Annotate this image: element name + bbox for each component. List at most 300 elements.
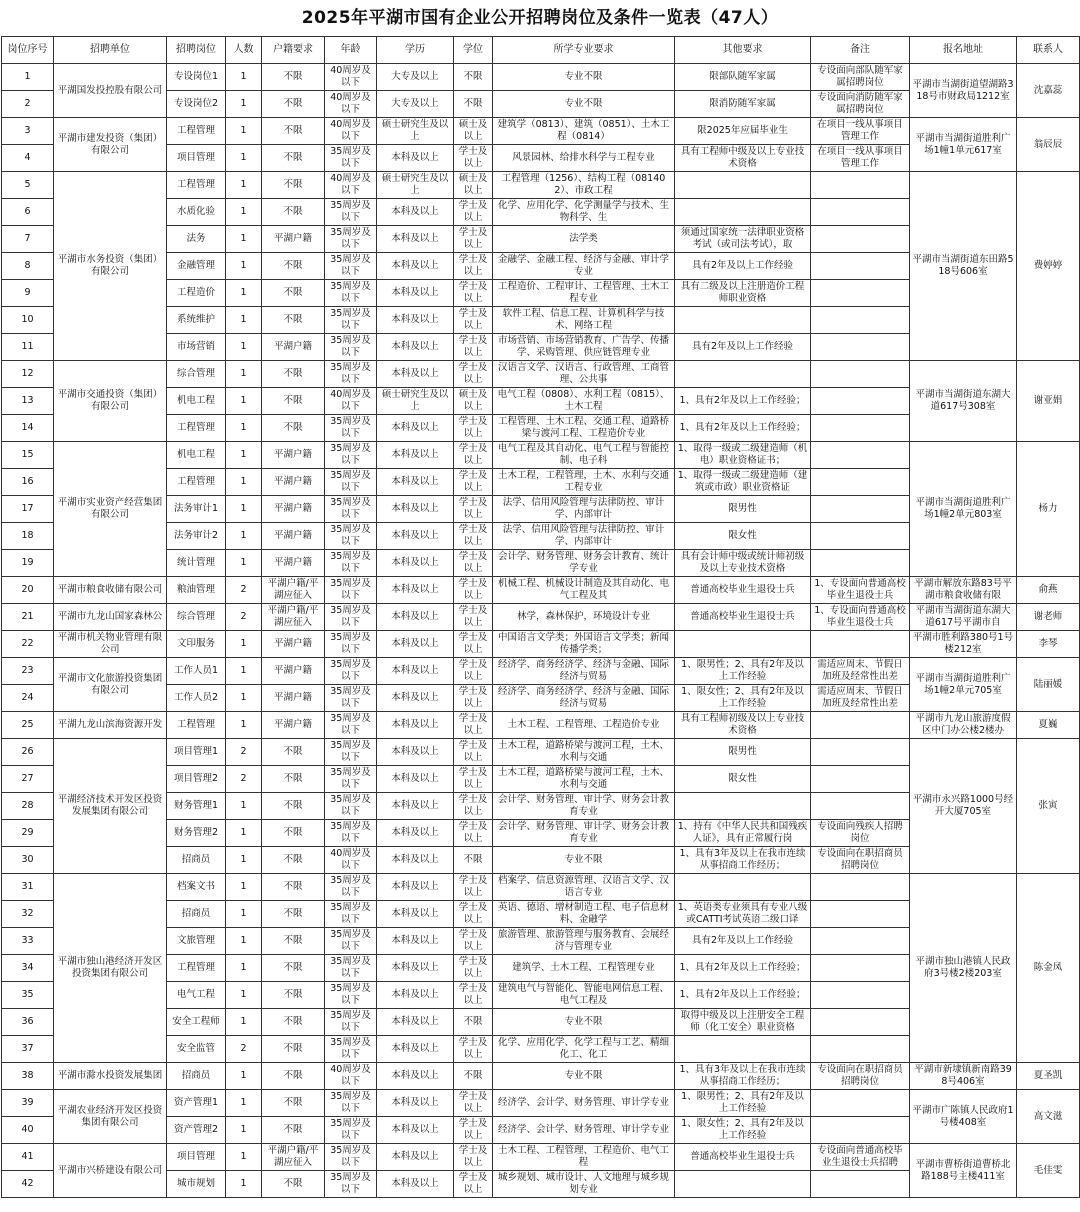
degree: 学士及以上 [454, 577, 493, 604]
remarks [811, 874, 910, 901]
other-requirement: 具有二级及以上注册造价工程师职业资格 [675, 280, 811, 307]
major-requirement: 会计学、财务管理、审计学、财务会计教育专业 [493, 820, 675, 847]
age-requirement: 35周岁及以下 [325, 955, 377, 982]
residence-requirement: 不限 [262, 280, 325, 307]
major-requirement: 专业不限 [493, 64, 675, 91]
age-requirement: 35周岁及以下 [325, 739, 377, 766]
age-requirement: 35周岁及以下 [325, 334, 377, 361]
residence-requirement: 不限 [262, 118, 325, 145]
headcount: 1 [226, 955, 262, 982]
other-requirement [675, 874, 811, 901]
education: 本科及以上 [377, 1090, 454, 1117]
residence-requirement: 平湖户籍 [262, 334, 325, 361]
remarks [811, 982, 910, 1009]
residence-requirement: 平湖户籍 [262, 226, 325, 253]
degree: 硕士及以上 [454, 172, 493, 199]
age-requirement: 35周岁及以下 [325, 928, 377, 955]
degree: 学士及以上 [454, 1144, 493, 1171]
degree: 学士及以上 [454, 874, 493, 901]
row-number: 38 [2, 1063, 54, 1090]
education: 本科及以上 [377, 712, 454, 739]
residence-requirement: 不限 [262, 1171, 325, 1198]
education: 本科及以上 [377, 442, 454, 469]
age-requirement: 35周岁及以下 [325, 820, 377, 847]
position: 文印服务 [167, 631, 226, 658]
major-requirement: 法学、信用风险管理与法律防控、审计学、内部审计 [493, 523, 675, 550]
residence-requirement: 不限 [262, 172, 325, 199]
headcount: 1 [226, 415, 262, 442]
row-number: 32 [2, 901, 54, 928]
residence-requirement: 不限 [262, 307, 325, 334]
other-requirement: 普通高校毕业生退役士兵 [675, 1144, 811, 1171]
degree: 学士及以上 [454, 928, 493, 955]
position: 项目管理2 [167, 766, 226, 793]
registration-address: 平湖市当湖街道东湖大道617号308室 [910, 361, 1017, 442]
degree: 学士及以上 [454, 901, 493, 928]
headcount: 1 [226, 307, 262, 334]
recruiting-unit: 平湖市水务投资（集团）有限公司 [54, 172, 167, 361]
row-number: 18 [2, 523, 54, 550]
headcount: 1 [226, 388, 262, 415]
residence-requirement: 不限 [262, 1036, 325, 1063]
headcount: 1 [226, 442, 262, 469]
residence-requirement: 平湖户籍 [262, 712, 325, 739]
major-requirement: 经济学、会计学、财务管理、审计学专业 [493, 1090, 675, 1117]
age-requirement: 35周岁及以下 [325, 766, 377, 793]
headcount: 1 [226, 1090, 262, 1117]
residence-requirement: 平湖户籍 [262, 631, 325, 658]
major-requirement: 专业不限 [493, 91, 675, 118]
position: 工作人员1 [167, 658, 226, 685]
other-requirement: 1、具有3年及以上在我市连续从事招商工作经历； [675, 1063, 811, 1090]
recruiting-unit: 平湖市机关物业管理有限公司 [54, 631, 167, 658]
residence-requirement: 不限 [262, 928, 325, 955]
remarks: 1、专设面向普通高校毕业生退役士兵 [811, 604, 910, 631]
row-number: 29 [2, 820, 54, 847]
major-requirement: 法学、信用风险管理与法律防控、审计学、内部审计 [493, 496, 675, 523]
other-requirement: 1、具有2年及以上工作经验； [675, 955, 811, 982]
age-requirement: 35周岁及以下 [325, 874, 377, 901]
headcount: 1 [226, 928, 262, 955]
education: 本科及以上 [377, 874, 454, 901]
position: 法务 [167, 226, 226, 253]
remarks [811, 1171, 910, 1198]
age-requirement: 35周岁及以下 [325, 307, 377, 334]
contact-person: 夏圣凯 [1017, 1063, 1080, 1090]
position: 法务审计2 [167, 523, 226, 550]
degree: 学士及以上 [454, 523, 493, 550]
row-number: 33 [2, 928, 54, 955]
registration-address: 平湖市胜利路380号1号楼212室 [910, 631, 1017, 658]
column-header: 联系人 [1017, 37, 1080, 64]
major-requirement: 旅游管理、旅游管理与服务教育、会展经济与管理专业 [493, 928, 675, 955]
residence-requirement: 不限 [262, 253, 325, 280]
recruiting-unit: 平湖农业经济开发区投资集团有限公司 [54, 1090, 167, 1144]
residence-requirement: 不限 [262, 901, 325, 928]
residence-requirement: 不限 [262, 739, 325, 766]
degree: 不限 [454, 91, 493, 118]
degree: 学士及以上 [454, 1036, 493, 1063]
major-requirement: 市场营销、市场营销教育、广告学、传播学、采购管理、供应链管理专业 [493, 334, 675, 361]
headcount: 1 [226, 1144, 262, 1171]
column-header: 备注 [811, 37, 910, 64]
remarks [811, 361, 910, 388]
position: 项目管理 [167, 1144, 226, 1171]
headcount: 1 [226, 172, 262, 199]
headcount: 2 [226, 577, 262, 604]
age-requirement: 35周岁及以下 [325, 145, 377, 172]
age-requirement: 35周岁及以下 [325, 469, 377, 496]
row-number: 13 [2, 388, 54, 415]
headcount: 1 [226, 685, 262, 712]
degree: 学士及以上 [454, 361, 493, 388]
major-requirement: 建筑学（0813）、建筑（0851）、土木工程（0814） [493, 118, 675, 145]
table-row [2, 631, 1080, 658]
degree: 学士及以上 [454, 199, 493, 226]
headcount: 1 [226, 91, 262, 118]
other-requirement: 1、限男性；2、具有2年及以上工作经验 [675, 1090, 811, 1117]
age-requirement: 40周岁及以下 [325, 91, 377, 118]
table-row [2, 361, 1080, 388]
row-number: 14 [2, 415, 54, 442]
residence-requirement: 平湖户籍/平湖应征入 [262, 577, 325, 604]
education: 本科及以上 [377, 307, 454, 334]
remarks [811, 172, 910, 199]
education: 本科及以上 [377, 1117, 454, 1144]
residence-requirement: 不限 [262, 982, 325, 1009]
recruiting-unit: 平湖市九龙山国家森林公 [54, 604, 167, 631]
other-requirement: 具有2年及以上工作经验 [675, 928, 811, 955]
contact-person: 夏巍 [1017, 712, 1080, 739]
degree: 学士及以上 [454, 1090, 493, 1117]
remarks [811, 280, 910, 307]
major-requirement: 化学、应用化学、化学测量学与技术、生物科学、生 [493, 199, 675, 226]
residence-requirement: 不限 [262, 415, 325, 442]
contact-person: 费婷婷 [1017, 172, 1080, 361]
registration-address: 平湖市解放东路83号平湖市粮食收储有限 [910, 577, 1017, 604]
row-number: 30 [2, 847, 54, 874]
remarks: 专设面向在职招商员招聘岗位 [811, 847, 910, 874]
registration-address: 平湖市当湖街道东湖大道617号平湖市自 [910, 604, 1017, 631]
registration-address: 平湖市当湖街道望湖路318号市财政局1212室 [910, 64, 1017, 118]
residence-requirement: 不限 [262, 820, 325, 847]
remarks [811, 739, 910, 766]
age-requirement: 35周岁及以下 [325, 442, 377, 469]
major-requirement: 档案学、信息资源管理、汉语言文学、汉语言专业 [493, 874, 675, 901]
row-number: 3 [2, 118, 54, 145]
education: 本科及以上 [377, 253, 454, 280]
headcount: 1 [226, 64, 262, 91]
row-number: 35 [2, 982, 54, 1009]
other-requirement: 限男性 [675, 739, 811, 766]
degree: 硕士及以上 [454, 388, 493, 415]
row-number: 6 [2, 199, 54, 226]
headcount: 1 [226, 820, 262, 847]
residence-requirement: 平湖户籍 [262, 550, 325, 577]
headcount: 1 [226, 280, 262, 307]
position: 水质化验 [167, 199, 226, 226]
age-requirement: 35周岁及以下 [325, 280, 377, 307]
age-requirement: 35周岁及以下 [325, 631, 377, 658]
headcount: 1 [226, 145, 262, 172]
degree: 学士及以上 [454, 496, 493, 523]
position: 工程管理 [167, 955, 226, 982]
recruiting-unit: 平湖市实业资产经营集团有限公司 [54, 442, 167, 577]
education: 本科及以上 [377, 550, 454, 577]
remarks [811, 928, 910, 955]
other-requirement: 具有2年及以上工作经验 [675, 334, 811, 361]
age-requirement: 35周岁及以下 [325, 523, 377, 550]
major-requirement: 经济学、商务经济学、经济与金融、国际经济与贸易 [493, 658, 675, 685]
registration-address: 平湖市九龙山旅游度假区中门办公楼2楼办 [910, 712, 1017, 739]
row-number: 8 [2, 253, 54, 280]
row-number: 9 [2, 280, 54, 307]
contact-person: 俞燕 [1017, 577, 1080, 604]
remarks: 在项目一线从事项目管理工作 [811, 118, 910, 145]
education: 本科及以上 [377, 199, 454, 226]
table-row [2, 658, 1080, 685]
age-requirement: 35周岁及以下 [325, 253, 377, 280]
remarks [811, 415, 910, 442]
headcount: 1 [226, 847, 262, 874]
major-requirement: 会计学、财务管理、财务会计教育、统计学专业 [493, 550, 675, 577]
row-number: 27 [2, 766, 54, 793]
major-requirement: 专业不限 [493, 1063, 675, 1090]
headcount: 1 [226, 901, 262, 928]
other-requirement: 1、具有2年及以上工作经验； [675, 388, 811, 415]
degree: 学士及以上 [454, 658, 493, 685]
table-row [2, 874, 1080, 901]
education: 本科及以上 [377, 820, 454, 847]
education: 本科及以上 [377, 631, 454, 658]
position: 工程管理 [167, 118, 226, 145]
residence-requirement: 不限 [262, 1063, 325, 1090]
other-requirement: 限男性 [675, 496, 811, 523]
position: 专设岗位2 [167, 91, 226, 118]
degree: 硕士及以上 [454, 118, 493, 145]
remarks: 1、专设面向普通高校毕业生退役士兵 [811, 577, 910, 604]
age-requirement: 35周岁及以下 [325, 1171, 377, 1198]
major-requirement: 城乡规划、城市设计、人文地理与城乡规划专业 [493, 1171, 675, 1198]
remarks [811, 766, 910, 793]
table-row [2, 1144, 1080, 1171]
table-row [2, 172, 1080, 199]
row-number: 22 [2, 631, 54, 658]
education: 硕士研究生及以上 [377, 118, 454, 145]
headcount: 1 [226, 496, 262, 523]
row-number: 26 [2, 739, 54, 766]
other-requirement: 普通高校毕业生退役士兵 [675, 604, 811, 631]
education: 本科及以上 [377, 523, 454, 550]
other-requirement: 具有工程师初级及以上专业技术资格 [675, 712, 811, 739]
contact-person: 谢亚娟 [1017, 361, 1080, 442]
education: 大专及以上 [377, 91, 454, 118]
contact-person: 杨力 [1017, 442, 1080, 577]
table-row [2, 1063, 1080, 1090]
headcount: 1 [226, 658, 262, 685]
age-requirement: 35周岁及以下 [325, 1144, 377, 1171]
education: 本科及以上 [377, 604, 454, 631]
position: 工程造价 [167, 280, 226, 307]
table-row [2, 604, 1080, 631]
row-number: 41 [2, 1144, 54, 1171]
headcount: 1 [226, 199, 262, 226]
row-number: 2 [2, 91, 54, 118]
residence-requirement: 不限 [262, 91, 325, 118]
headcount: 1 [226, 1063, 262, 1090]
other-requirement [675, 199, 811, 226]
residence-requirement: 不限 [262, 64, 325, 91]
residence-requirement: 不限 [262, 847, 325, 874]
row-number: 1 [2, 64, 54, 91]
position: 金融管理 [167, 253, 226, 280]
age-requirement: 35周岁及以下 [325, 901, 377, 928]
residence-requirement: 平湖户籍 [262, 442, 325, 469]
degree: 学士及以上 [454, 1117, 493, 1144]
age-requirement: 40周岁及以下 [325, 1063, 377, 1090]
degree: 学士及以上 [454, 739, 493, 766]
registration-address: 平湖市新埭镇新南路398号406室 [910, 1063, 1017, 1090]
residence-requirement: 不限 [262, 955, 325, 982]
residence-requirement: 平湖户籍 [262, 523, 325, 550]
major-requirement: 金融学、金融工程、经济与金融、审计学专业 [493, 253, 675, 280]
age-requirement: 35周岁及以下 [325, 415, 377, 442]
major-requirement: 化学、应用化学、化学工程与工艺、精细化工、化工 [493, 1036, 675, 1063]
residence-requirement: 不限 [262, 793, 325, 820]
education: 本科及以上 [377, 658, 454, 685]
degree: 学士及以上 [454, 145, 493, 172]
other-requirement [675, 1036, 811, 1063]
major-requirement: 电气工程及其自动化、电气工程与智能控制、电子科 [493, 442, 675, 469]
other-requirement: 具有2年及以上工作经验 [675, 253, 811, 280]
position: 安全监管 [167, 1036, 226, 1063]
remarks [811, 388, 910, 415]
column-header: 户籍要求 [262, 37, 325, 64]
remarks: 在项目一线从事项目管理工作 [811, 145, 910, 172]
degree: 学士及以上 [454, 793, 493, 820]
remarks [811, 496, 910, 523]
recruiting-unit: 平湖市滁水投资发展集团 [54, 1063, 167, 1090]
row-number: 40 [2, 1117, 54, 1144]
registration-address: 平湖市曹桥街道曹桥北路188号主楼411室 [910, 1144, 1017, 1198]
contact-person: 李琴 [1017, 631, 1080, 658]
age-requirement: 35周岁及以下 [325, 496, 377, 523]
headcount: 1 [226, 631, 262, 658]
column-header: 学位 [454, 37, 493, 64]
table-row [2, 442, 1080, 469]
major-requirement: 会计学、财务管理、审计学、财务会计教育专业 [493, 793, 675, 820]
headcount: 1 [226, 1117, 262, 1144]
residence-requirement: 不限 [262, 1090, 325, 1117]
row-number: 15 [2, 442, 54, 469]
column-header: 招聘岗位 [167, 37, 226, 64]
remarks: 专设面向普通高校毕业生退役士兵招聘 [811, 1144, 910, 1171]
contact-person: 高文滋 [1017, 1090, 1080, 1144]
education: 本科及以上 [377, 847, 454, 874]
column-header: 其他要求 [675, 37, 811, 64]
row-number: 12 [2, 361, 54, 388]
age-requirement: 40周岁及以下 [325, 388, 377, 415]
position: 招商员 [167, 901, 226, 928]
degree: 学士及以上 [454, 631, 493, 658]
major-requirement: 建筑电气与智能化、智能电网信息工程、电气工程及 [493, 982, 675, 1009]
table-header-row [2, 37, 1080, 64]
position: 档案文书 [167, 874, 226, 901]
position: 文旅管理 [167, 928, 226, 955]
degree: 学士及以上 [454, 442, 493, 469]
degree: 学士及以上 [454, 280, 493, 307]
registration-address: 平湖市当湖街道胜利广场1幢1单元617室 [910, 118, 1017, 172]
other-requirement: 限女性 [675, 523, 811, 550]
age-requirement: 35周岁及以下 [325, 361, 377, 388]
row-number: 36 [2, 1009, 54, 1036]
other-requirement: 1、具有3年及以上在我市连续从事招商工作经历； [675, 847, 811, 874]
row-number: 7 [2, 226, 54, 253]
other-requirement [675, 1171, 811, 1198]
row-number: 20 [2, 577, 54, 604]
row-number: 34 [2, 955, 54, 982]
position: 统计管理 [167, 550, 226, 577]
major-requirement: 法学类 [493, 226, 675, 253]
registration-address: 平湖市广陈镇人民政府1号楼408室 [910, 1090, 1017, 1144]
age-requirement: 35周岁及以下 [325, 685, 377, 712]
remarks [811, 631, 910, 658]
column-header: 人数 [226, 37, 262, 64]
degree: 学士及以上 [454, 604, 493, 631]
headcount: 1 [226, 361, 262, 388]
position: 机电工程 [167, 442, 226, 469]
age-requirement: 40周岁及以下 [325, 118, 377, 145]
position: 工程管理 [167, 415, 226, 442]
residence-requirement: 不限 [262, 1117, 325, 1144]
row-number: 19 [2, 550, 54, 577]
contact-person: 沈嘉蕊 [1017, 64, 1080, 118]
remarks [811, 955, 910, 982]
degree: 不限 [454, 847, 493, 874]
headcount: 1 [226, 334, 262, 361]
age-requirement: 35周岁及以下 [325, 982, 377, 1009]
registration-address: 平湖市永兴路1000号经开大厦705室 [910, 739, 1017, 874]
position: 资产管理2 [167, 1117, 226, 1144]
degree: 学士及以上 [454, 550, 493, 577]
other-requirement: 1、具有2年及以上工作经验； [675, 982, 811, 1009]
remarks [811, 226, 910, 253]
row-number: 28 [2, 793, 54, 820]
major-requirement: 土木工程，道路桥梁与渡河工程，土木、水利与交通 [493, 766, 675, 793]
position: 市场营销 [167, 334, 226, 361]
recruiting-unit: 平湖市粮食收储有限公司 [54, 577, 167, 604]
residence-requirement: 平湖户籍/平湖应征入 [262, 1144, 325, 1171]
other-requirement [675, 172, 811, 199]
headcount: 1 [226, 118, 262, 145]
table-row [2, 1090, 1080, 1117]
education: 本科及以上 [377, 1036, 454, 1063]
row-number: 21 [2, 604, 54, 631]
major-requirement: 经济学、商务经济学、经济与金融、国际经济与贸易 [493, 685, 675, 712]
age-requirement: 35周岁及以下 [325, 1090, 377, 1117]
remarks [811, 199, 910, 226]
position: 机电工程 [167, 388, 226, 415]
row-number: 31 [2, 874, 54, 901]
other-requirement: 1、限男性；2、具有2年及以上工作经验 [675, 658, 811, 685]
education: 本科及以上 [377, 901, 454, 928]
table-row [2, 739, 1080, 766]
residence-requirement: 不限 [262, 1009, 325, 1036]
residence-requirement: 平湖户籍/平湖应征入 [262, 604, 325, 631]
headcount: 1 [226, 523, 262, 550]
residence-requirement: 不限 [262, 145, 325, 172]
other-requirement: 1、持有《中华人民共和国残疾人证》，具有正常履行岗 [675, 820, 811, 847]
